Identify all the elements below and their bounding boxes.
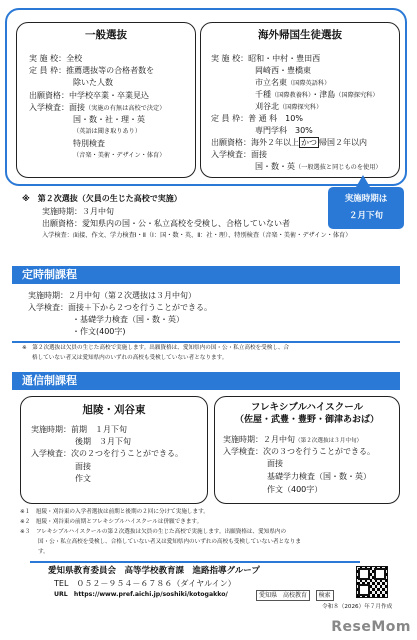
footer-date: 令和８（2026）年７月作成 bbox=[322, 604, 393, 610]
returnee-row: 刈谷北（国際探究科） bbox=[255, 102, 323, 111]
footnote: ※１ 旭陵・刈谷東の入学者選抜は前期と後期の２回に分けて実施します。 bbox=[20, 509, 209, 515]
parttime-line: ・基礎学力検査（国・数・英） bbox=[72, 315, 184, 324]
general-row: （音楽・美術・デザイン・体育） bbox=[73, 152, 166, 159]
parttime-divider bbox=[12, 341, 400, 343]
footnote: ※３ フレキシブルハイスクールの第２次選抜は欠員の生じた高校で実施します。出願資格は、愛知県内の bbox=[20, 529, 287, 535]
returnee-row: 実 施 校：昭和・中村・豊田西 bbox=[211, 54, 321, 63]
parttime-note: 格していない者又は愛知県内のいずれの高校も受検していない者となります。 bbox=[32, 355, 228, 361]
returnee-row: 専門学科 30% bbox=[255, 126, 313, 135]
correspondence-left-line: 後期 ３月下旬 bbox=[75, 437, 131, 446]
correspondence-right-title: フレキシブルハイスクール bbox=[250, 402, 364, 413]
correspondence-right-line: 作文（400字） bbox=[267, 485, 323, 494]
returnee-row: 岡崎西・豊橋東 bbox=[255, 66, 311, 75]
general-selection-card bbox=[16, 22, 196, 178]
parttime-line: 入学検査：面接＋下から２つを行うことができる。 bbox=[28, 303, 212, 312]
correspondence-left-line: 実施時期：前期 １月下旬 bbox=[31, 425, 127, 434]
general-row: 出願資格：中学校卒業・卒業見込 bbox=[29, 91, 149, 100]
returnee-selection-card bbox=[200, 22, 400, 178]
general-row: （英語は聞き取りあり） bbox=[73, 128, 142, 135]
search-button-tag[interactable]: 検索 bbox=[316, 590, 334, 601]
correspondence-left-card bbox=[20, 396, 208, 504]
correspondence-right-line: 実施時期：２月中旬（第２次選抜は３月中旬） bbox=[223, 435, 363, 444]
general-row: 実 施 校：全校 bbox=[29, 54, 83, 63]
footnote: 国・公・私立高校を受検し、合格していない者又は愛知県内のいずれの高校も受検していない者となりま bbox=[38, 539, 301, 545]
general-selection-title: 一般選抜 bbox=[85, 29, 127, 41]
correspondence-right-card bbox=[214, 396, 400, 504]
second-selection-eligibility: 出願資格：愛知県内の国・公・私立高校を受検し、合格していない者 bbox=[42, 219, 290, 228]
returnee-row: 国・数・英（一般選抜と同じものを使用） bbox=[255, 162, 382, 171]
footer-url[interactable]: URL https://www.pref.aichi.jp/soshiki/kotogakko/ bbox=[54, 591, 228, 598]
correspondence-left-title: 旭陵・刈谷東 bbox=[82, 404, 146, 416]
correspondence-left-line: 入学検査：次の２つを行うことができる。 bbox=[31, 449, 183, 458]
returnee-row: 出願資格：海外２年以上 かつ 帰国２年以内 bbox=[211, 138, 367, 147]
general-row: 国・数・社・理・英 bbox=[73, 115, 145, 124]
resemom-logo: ReseMom bbox=[331, 618, 411, 635]
second-selection-title: ※ 第２次選抜（欠員の生じた高校で実施） bbox=[22, 194, 182, 203]
correspondence-heading: 通信制課程 bbox=[12, 372, 400, 390]
footer-org: 愛知県教育委員会 高等学校教育課 進路指導グループ bbox=[48, 566, 260, 576]
schedule-callout: 実施時期は ２月下旬 bbox=[328, 187, 404, 229]
second-selection-timing: 実施時期：３月中旬 bbox=[42, 207, 114, 216]
footnote: す。 bbox=[38, 549, 49, 555]
parttime-line: ・作文(400字) bbox=[72, 327, 126, 336]
general-row: 特別検査 bbox=[73, 139, 105, 148]
returnee-row: 定 員 枠：普 通 科 10% bbox=[211, 114, 303, 123]
correspondence-right-subtitle: （佐屋・武豊・豊野・御津あおば） bbox=[234, 415, 379, 425]
correspondence-right-line: 基礎学力検査（国・数・英） bbox=[267, 472, 371, 481]
correspondence-left-line: 面接 bbox=[75, 462, 91, 471]
qr-code-icon bbox=[356, 566, 388, 598]
footer-tel: TEL ０５２－９５４－６７８６（ダイヤルイン） bbox=[54, 579, 236, 588]
footer-divider bbox=[30, 561, 360, 563]
second-selection-exam: 入学検査：面接、作文、学力検査Ⅰ・Ⅱ（Ⅰ：国・数・英、Ⅱ：社・理）、特別検査（音楽・美術・デザイン・体育） bbox=[42, 232, 352, 239]
correspondence-left-line: 作文 bbox=[75, 474, 91, 483]
returnee-row: 千種（国際教養科）・津島（国際探究科） bbox=[255, 90, 379, 99]
parttime-heading: 定時制課程 bbox=[12, 266, 400, 284]
returnee-row: 入学検査：面接 bbox=[211, 150, 267, 159]
parttime-line: 実施時期：２月中旬（第２次選抜は３月中旬） bbox=[28, 291, 196, 300]
correspondence-right-line: 面接 bbox=[267, 459, 283, 468]
general-row: 定 員 枠：推薦選抜等の合格者数を bbox=[29, 66, 155, 75]
general-row: 入学検査：面接（実施の有無は高校で決定） bbox=[29, 103, 166, 112]
parttime-note: ※ 第２次選抜は欠員の生じた高校で実施します。出願資格は、愛知県内の国・公・私立高校を受検し、合 bbox=[22, 345, 290, 351]
footnote: ※２ 旭陵・刈谷東の前期とフレキシブルハイスクールは併願できます。 bbox=[20, 519, 203, 525]
correspondence-right-line: 入学検査：次の３つを行うことができる。 bbox=[223, 447, 375, 456]
returnee-selection-title: 海外帰国生徒選抜 bbox=[258, 29, 342, 41]
general-row: 除いた人数 bbox=[73, 78, 113, 87]
footer-search-tags bbox=[256, 590, 334, 601]
returnee-row: 市立名東（国際英語科） bbox=[255, 78, 331, 87]
search-keyword-tag: 愛知県 高校教育 bbox=[256, 590, 310, 601]
